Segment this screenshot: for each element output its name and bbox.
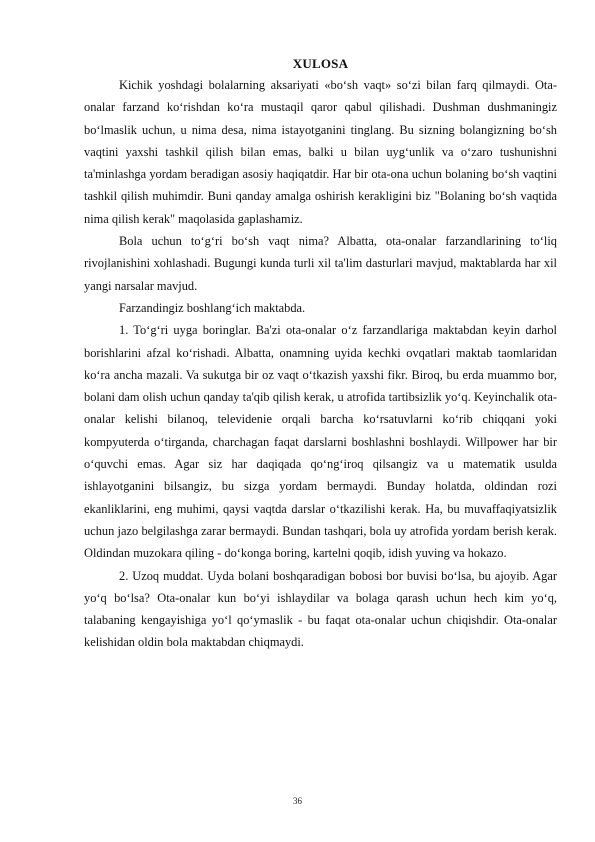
page-title: XULOSA (292, 56, 349, 71)
paragraph-intro: Kichik yoshdagi bolalarning aksariyati «bo‘sh vaqt» so‘zi bilan farq qilmaydi. Ota-onalar farzand ko‘rishdan ko‘ra mustaqil qaror qabul qilishadi. Dushman dushmaningiz bo‘lmaslik uchun, u nima desa, nima istayotganini tinglang. Bu sizning bolangizning bo‘sh vaqtini yaxshi tashkil qilish bilan emas, balki u bilan uyg‘unlik va o‘zaro tushunishni ta'minlashga yordam beradigan asosiy haqiqatdir. Har bir ota-ona uchun bolaning bo‘sh vaqtini tashkil qilish muhimdir. Buni qanday amalga oshirish kerakligini biz "Bolaning bo‘sh vaqtida nima qilish kerak" maqolasida gaplashamiz. (84, 78, 557, 226)
paragraph-free-time: Bola uchun to‘g‘ri bo‘sh vaqt nima? Albatta, ota-onalar farzandlarining to‘liq rivojlanishini xohlashadi. Bugungi kunda turli xil ta'lim dasturlari mavjud, maktablarda har xil yangi narsalar mavjud. (84, 234, 557, 293)
paragraph-primary-school: Farzandingiz boshlang‘ich maktabda. (119, 300, 306, 315)
paragraph-point-2: 2. Uzoq muddat. Uyda bolani boshqaradigan bobosi bor buvisi bo‘lsa, bu ajoyib. Agar yo‘q bo‘lsa? Ota-onalar kun bo‘yi ishlaydilar va bolaga qarash uchun hech kim yo‘q, talabaning kengayishiga yo‘l qo‘ymaslik - bu faqat ota-onalar uchun chiqishdir. Ota-onalar kelishidan oldin bola maktabdan chiqmaydi. (84, 568, 557, 650)
paragraph-point-1: 1. To‘g‘ri uyga boringlar. Ba'zi ota-onalar o‘z farzandlariga maktabdan keyin darhol borishlarini afzal ko‘rishadi. Albatta, onamning uyida kechki ovqatlari maktab taomlaridan ko‘ra ancha mazali. Va sukutga bir oz vaqt o‘tkazish yaxshi fikr. Biroq, bu erda muammo bor, bolani dam olish uchun qanday ta'qib qilish kerak, u atrofida tartibsizlik yo‘q. Keyinchalik ota-onalar kelishi bilanoq, televidenie orqali barcha ko‘rsatuvlarni ko‘rib chiqqani yoki kompyuterda o‘tirganda, charchagan faqat darslarni boshlashni boshlaydi. Willpower har bir o‘quvchi emas. Agar siz har daqiqada qo‘ng‘iroq qilsangiz va u matematik usulda ishlayotganini bilsangiz, bu sizga yordam bermaydi. Bunday holatda, oldindan rozi ekanliklarini, eng muhimi, qaysi vaqtda darslar o‘tkazilishi kerak. Ha, bu muvaffaqiyatsizlik uchun jazo belgilashga zarar bermaydi. Bundan tashqari, bola uy atrofida yordam berish kerak. Oldindan muzokara qiling - do‘konga boring, kartelni qoqib, idish yuving va hokazo. (84, 323, 557, 561)
page-number: 36 (293, 796, 302, 806)
